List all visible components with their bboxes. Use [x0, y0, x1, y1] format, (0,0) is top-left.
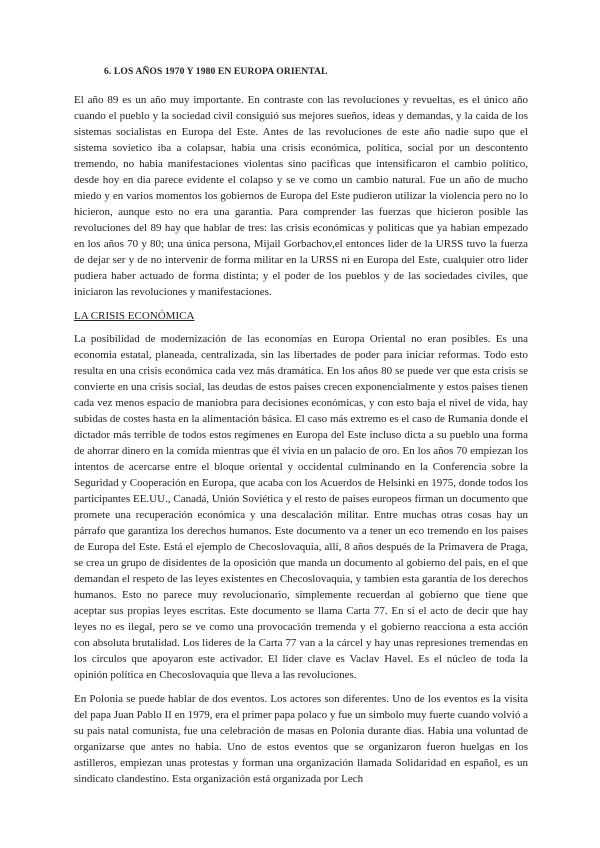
- crisis-paragraph: La posibilidad de modernización de las economías en Europa Oriental no eran posibles. Es una economia estatal, planeada, centralizada, sin las libertades de poder para iniciar reformas. Todo esto resulta en una crisis económica cada vez más dramática. En los años 80 se puede ver que esta crisis se convierte en una crisis social, las deudas de estos paises crecen exponencialmente y estos paises tienen cada vez menos espacio de maniobra para decisiones económicas, y con esto baja el nivel de vida, hay subidas de costes hasta en la alimentación básica. El caso más extremo es el caso de Rumania donde el dictador más terrible de todos estos regímenes en Europa del Este incluso dicta a su pueblo una forma de ahorrar dinero en la comida mientras que él vivia en un palacio de oro. En los años 70 empiezan los intentos de acercarse entre el bloque oriental y occidental culminando en la Conferencia sobre la Seguridad y Cooperación en Europa, que acaba con los Acuerdos de Helsinki en 1975, donde todos los participantes EE.UU., Canadá, Unión Soviética y el resto de paises europeos firman un documento que promete una recuperación económica y una descalación militar. Entre muchas otras cosas hay un párrafo que garantiza los derechos humanos. Este documento va a tener un eco tremendo en los paises de Europa del Este. Está el ejemplo de Checoslovaquia, allí, 8 años después de la Primavera de Praga, se crea un grupo de disidentes de la oposición que manda un documento al gobierno del pais, en el que demandan el respeto de las leyes existentes en Checoslovaquia, y tambien esta garantia de los derechos humanos. Esto no parece muy revolucionario, simplemente recuerdan al gobierno que tiene que aceptar sus propias leyes escritas. Este documento se llama Carta 77. En si el acto de decir que hay leyes no es ilegal, pero se ve como una provocación tremenda y el gobierno reacciona a esta acción con absoluta brutalidad. Los lideres de la Carta 77 van a la cárcel y hay unas represiones tremendas en los circulos que apoyaron este activador. El lider clave es Vaclav Havel. Es el núcleo de toda la opinión política en Checoslovaquia que lleva a las revoluciones.: [74, 333, 528, 681]
- intro-paragraph: El año 89 es un año muy importante. En contraste con las revoluciones y revueltas, es el único año cuando el pueblo y la sociedad civil consiguió sus mejores sueños, ideas y demandas, y la caida de los sistemas socialistas en Europa del Este. Antes de las revoluciones de este año nadie supo que el sistema sovietico iba a colapsar, habia una crisis económica, política, social por un descontento tremendo, no habia manifestaciones violentas sino pacificas que intensificaron el cambio político, desde hoy en dia parece evidente el colapso y se ve como un cambio natural. Fue un año de mucho miedo y en varios momentos los gobiernos de Europa del Este pudieron utilizar la violencia pero no lo hicieron, aunque esto no era una garantia. Para comprender las fuerzas que hicieron posible las revoluciones del 89 hay que hablar de tres: las crisis económicas y politicas que ya habian empezado en los años 70 y 80; una única persona, Mijail Gorbachov,el entonces lider de la URSS tuvo la fuerza de dejar ser y de no intervenir de forma militar en la URSS ni en Europa del Este, cualquier otro lider pudiera haber actuado de forma distinta; y el poder de los pueblos y de las sociedades civiles, que iniciaron las revoluciones y manifestaciones.: [74, 94, 528, 298]
- section-title: LA CRISIS ECONÓMICA: [74, 310, 195, 322]
- document-page: [74, 66, 528, 795]
- poland-paragraph: En Polonia se puede hablar de dos eventos. Los actores son diferentes. Uno de los eventos es la visita del papa Juan Pablo II en 1979, era el primer papa polaco y fue un simbolo muy fuerte cuando volvió a su pais natal comunista, fue una celebración de masas en Polonia durante dias. Habia una voluntad de organizarse que antes no habia. Uno de estos eventos que se organizaron fueron huelgas en los astilleros, empiezan unas protestas y forman una organización llamada Solidaridad en español, es un sindicato clandestino. Esta organización está organizada por Lech: [74, 693, 528, 785]
- page-heading: 6. LOS AÑOS 1970 Y 1980 EN EUROPA ORIENTAL: [104, 66, 328, 77]
